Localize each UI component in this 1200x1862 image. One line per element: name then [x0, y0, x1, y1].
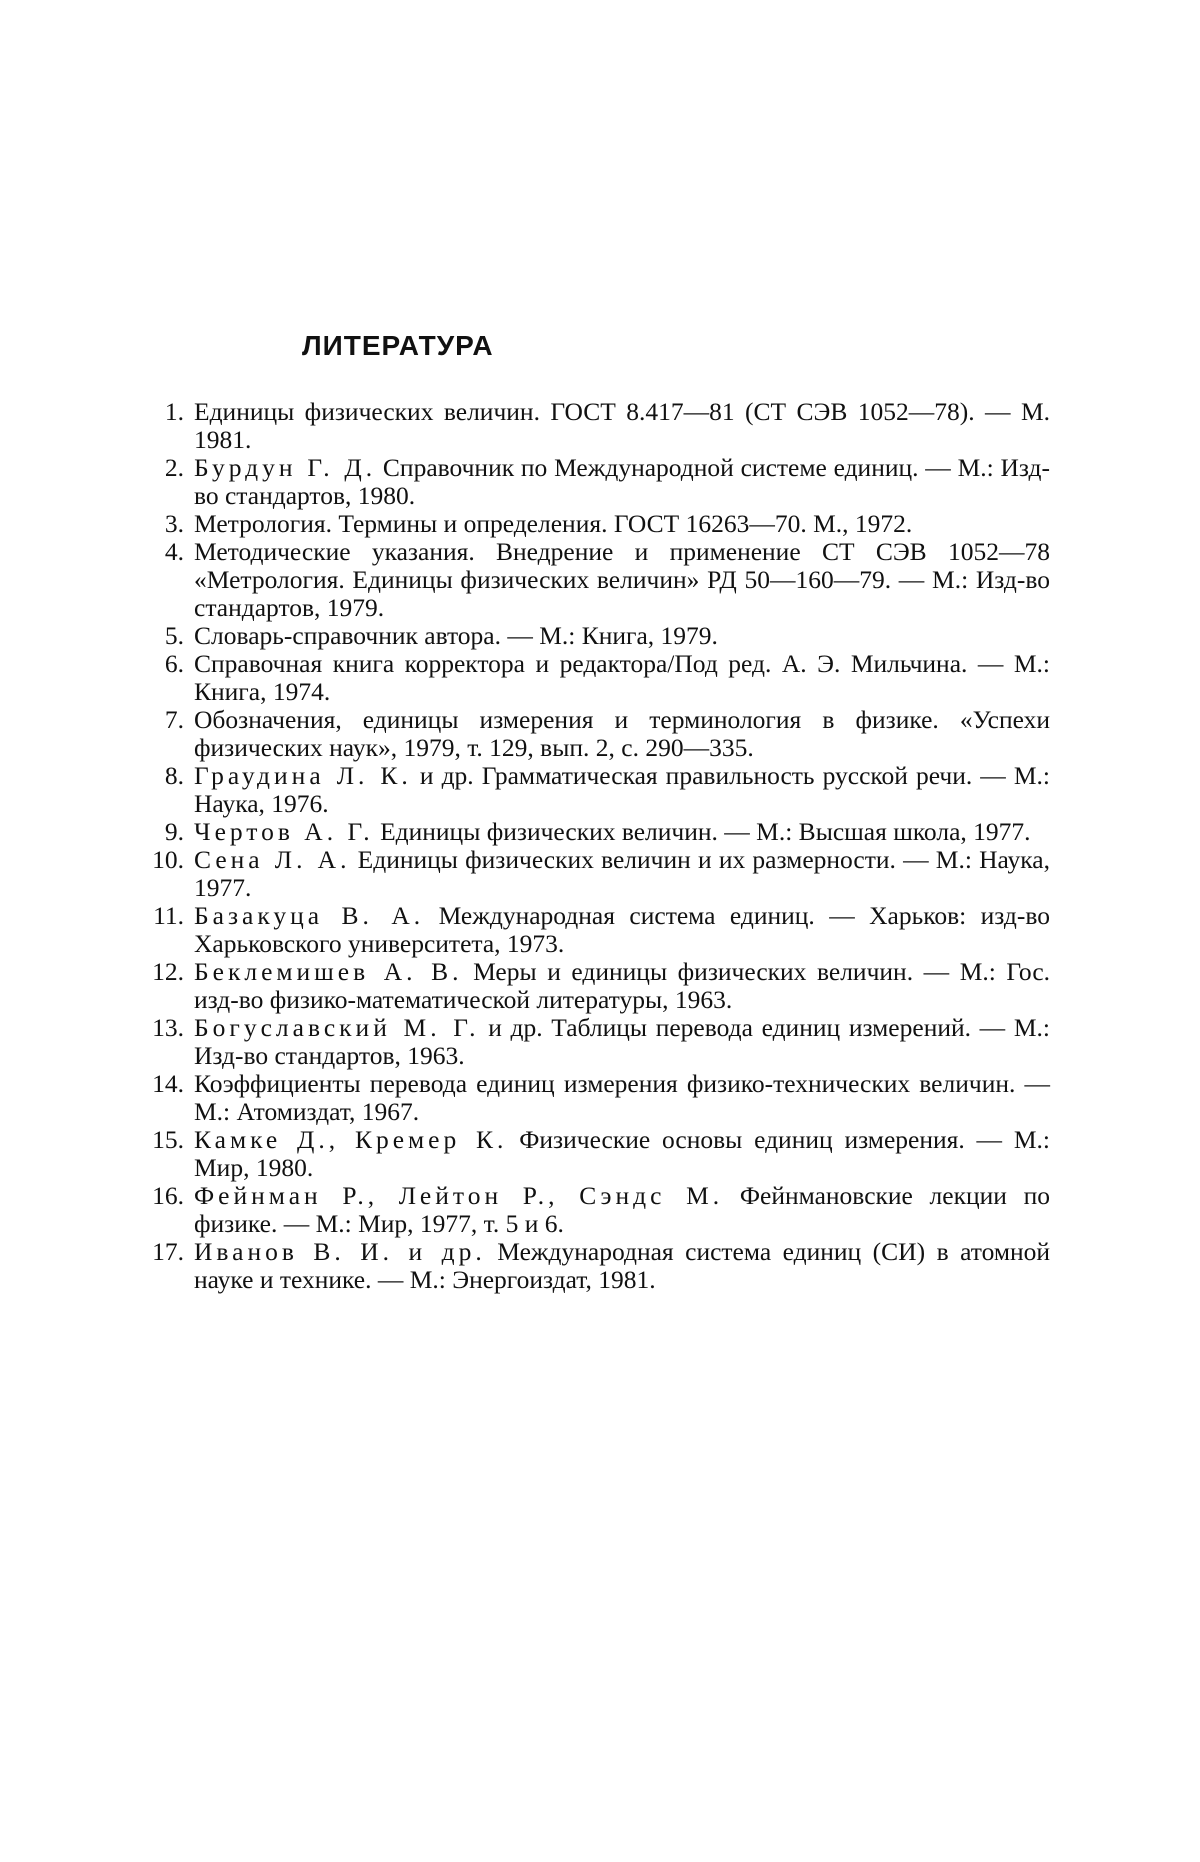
reference-citation: Справочник по Международной системе единиц. — М.: Изд-во стандартов, 1980. — [194, 453, 1050, 510]
reference-item — [150, 454, 1050, 510]
reference-text — [194, 538, 1050, 622]
reference-citation: Коэффициенты перевода единиц измерения физико-технических величин. — М.: Атомиздат, 1967. — [194, 1069, 1050, 1126]
reference-item — [150, 650, 1050, 706]
reference-item — [150, 538, 1050, 622]
reference-author: Бурдун Г. Д. — [194, 453, 377, 482]
reference-item — [150, 1070, 1050, 1126]
reference-text — [194, 818, 1050, 846]
reference-citation: и др. Грамматическая правильность русской речи. — М.: Наука, 1976. — [194, 761, 1050, 818]
reference-citation: Методические указания. Внедрение и применение СТ СЭВ 1052—78 «Метрология. Единицы физических величин» РД 50—160—79. — М.: Изд-во стандартов, 1979. — [194, 537, 1050, 622]
reference-item — [150, 398, 1050, 454]
reference-citation: Физические основы единиц измерения. — М.: Мир, 1980. — [194, 1125, 1050, 1182]
reference-text — [194, 706, 1050, 762]
reference-item — [150, 1238, 1050, 1294]
reference-text — [194, 398, 1050, 454]
reference-citation: Международная система единиц. — Харьков: изд-во Харьковского университета, 1973. — [194, 901, 1050, 958]
reference-author: Базакуца В. А. — [194, 901, 425, 930]
reference-author: Фейнман Р., Лейтон Р., Сэндс М. — [194, 1181, 724, 1210]
reference-author: Богуславский М. Г. — [194, 1013, 480, 1042]
reference-item — [150, 1182, 1050, 1238]
reference-text — [194, 846, 1050, 902]
reference-item — [150, 902, 1050, 958]
reference-author: Граудина Л. К. — [194, 761, 412, 790]
reference-item — [150, 622, 1050, 650]
reference-author: Чертов А. Г. — [194, 817, 374, 846]
reference-number: 3. — [164, 509, 184, 538]
reference-text — [194, 1070, 1050, 1126]
reference-text — [194, 1014, 1050, 1070]
reference-number: 14. — [152, 1069, 184, 1098]
reference-number: 6. — [164, 649, 184, 678]
reference-item — [150, 706, 1050, 762]
reference-item — [150, 846, 1050, 902]
reference-citation: Международная система единиц (СИ) в атомной науке и технике. — М.: Энергоиздат, 1981. — [194, 1237, 1051, 1294]
reference-text — [194, 902, 1050, 958]
reference-number: 4. — [164, 537, 184, 566]
reference-citation: Меры и единицы физических величин. — М.: Гос. изд-во физико-математической литературы, 1963. — [194, 957, 1051, 1014]
reference-text — [194, 510, 1050, 538]
reference-citation: Единицы физических величин и их размерности. — М.: Наука, 1977. — [194, 845, 1050, 902]
reference-citation: Единицы физических величин. — М.: Высшая школа, 1977. — [380, 817, 1031, 846]
reference-text — [194, 454, 1050, 510]
reference-number: 12. — [152, 957, 184, 986]
reference-author: Камке Д., Кремер К. — [194, 1125, 508, 1154]
reference-list — [150, 398, 1050, 1294]
reference-number: 9. — [164, 817, 184, 846]
reference-author: Иванов В. И. и др. — [194, 1237, 486, 1266]
reference-text — [194, 958, 1050, 1014]
reference-text — [194, 1126, 1050, 1182]
reference-citation: и др. Таблицы перевода единиц измерений. — М.: Изд-во стандартов, 1963. — [194, 1013, 1050, 1070]
reference-item — [150, 1014, 1050, 1070]
reference-item — [150, 510, 1050, 538]
reference-citation: Фейнмановские лекции по физике. — М.: Мир, 1977, т. 5 и 6. — [194, 1181, 1051, 1238]
reference-author: Беклемишев А. В. — [194, 957, 463, 986]
reference-citation: Справочная книга корректора и редактора/Под ред. А. Э. Мильчина. — М.: Книга, 1974. — [194, 649, 1050, 706]
reference-text — [194, 1238, 1050, 1294]
reference-text — [194, 650, 1050, 706]
page-title: ЛИТЕРАТУРА — [302, 330, 494, 361]
reference-citation: Обозначения, единицы измерения и терминология в физике. «Успехи физических наук», 1979, т. 129, вып. 2, с. 290—335. — [194, 705, 1050, 762]
reference-number: 17. — [152, 1237, 184, 1266]
reference-number: 11. — [153, 901, 184, 930]
reference-text — [194, 1182, 1050, 1238]
reference-number: 2. — [164, 453, 184, 482]
reference-number: 1. — [164, 397, 184, 426]
reference-item — [150, 818, 1050, 846]
reference-number: 13. — [152, 1013, 184, 1042]
reference-number: 7. — [164, 705, 184, 734]
reference-citation: Метрология. Термины и определения. ГОСТ 16263—70. М., 1972. — [194, 509, 913, 538]
reference-text — [194, 762, 1050, 818]
reference-item — [150, 1126, 1050, 1182]
reference-author: Сена Л. А. — [194, 845, 351, 874]
reference-number: 15. — [152, 1125, 184, 1154]
reference-number: 8. — [164, 761, 184, 790]
reference-number: 10. — [152, 845, 184, 874]
reference-text — [194, 622, 1050, 650]
reference-number: 16. — [152, 1181, 184, 1210]
reference-item — [150, 762, 1050, 818]
reference-citation: Единицы физических величин. ГОСТ 8.417—81 (СТ СЭВ 1052—78). — М. 1981. — [194, 397, 1050, 454]
reference-item — [150, 958, 1050, 1014]
reference-citation: Словарь-справочник автора. — М.: Книга, 1979. — [194, 621, 718, 650]
reference-number: 5. — [164, 621, 184, 650]
